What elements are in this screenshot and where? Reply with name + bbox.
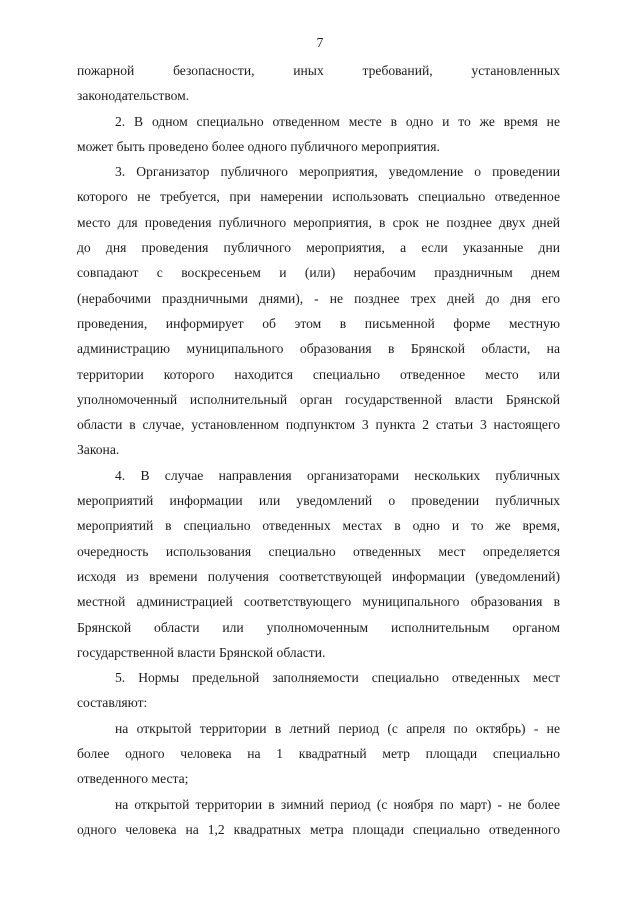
text-line: Закона. [77,442,120,458]
text-line: области в случае, установленном подпунктом 3 пункта 2 статьи 3 настоящего [77,417,560,433]
paragraph [77,665,560,716]
paragraph [77,716,560,792]
text-line: более одного человека на 1 квадратный метр площади специально [77,746,560,762]
text-line: мероприятий в специально отведенных местах в одно и то же время, [77,518,560,534]
paragraph [77,58,560,109]
text-line: до дня проведения публичного мероприятия, а если указанные дни [77,240,560,256]
text-line: на открытой территории в летний период (с апреля по октябрь) - не [115,720,560,736]
paragraph [77,109,560,160]
text-line: государственной власти Брянской области. [77,644,326,660]
text-line: одного человека на 1,2 квадратных метра площади специально отведенного [77,821,560,837]
page-number: 7 [316,35,324,50]
paragraph [77,792,560,843]
text-line: исходя из времени получения соответствующей информации (уведомлений) [77,568,560,584]
text-line: уполномоченный исполнительный орган государственной власти Брянской [77,391,560,407]
text-line: может быть проведено более одного публичного мероприятия. [77,138,440,154]
text-line: местной администрацией соответствующего муниципального образования в [77,594,560,610]
text-line: 4. В случае направления организаторами нескольких публичных [115,467,560,483]
text-line: администрацию муниципального образования в Брянской области, на [77,341,560,357]
text-line: составляют: [77,695,148,711]
text-line: территории которого находится специально отведенное место или [77,366,560,382]
text-line: совпадают с воскресеньем и (или) нерабочим праздничным днем [77,265,560,281]
text-line: 5. Нормы предельной заполняемости специально отведенных мест [115,670,560,686]
paragraph [77,463,560,665]
text-line: законодательством. [77,88,190,104]
text-line: место для проведения публичного мероприятия, в срок не позднее двух дней [77,214,560,230]
text-line: очередность использования специально отведенных мест определяется [77,543,560,559]
text-line: на открытой территории в зимний период (с ноября по март) - не более [115,796,560,812]
text-line: мероприятий информации или уведомлений о проведении публичных [77,493,560,509]
text-line: пожарной безопасности, иных требований, установленных [77,63,560,78]
text-line: 3. Организатор публичного мероприятия, уведомление о проведении [115,164,560,180]
text-line: проведения, информирует об этом в письменной форме местную [77,315,560,331]
text-line: отведенного места; [77,771,189,787]
text-line: которого не требуется, при намерении использовать специально отведенное [77,189,560,205]
text-line: (нерабочими праздничными днями), - не позднее трех дней до дня его [77,290,560,306]
paragraph [77,159,560,463]
text-line: 2. В одном специально отведенном месте в одно и то же время не [115,113,560,129]
text-line: Брянской области или уполномоченным исполнительным органом [77,619,560,635]
document-body [77,58,560,842]
